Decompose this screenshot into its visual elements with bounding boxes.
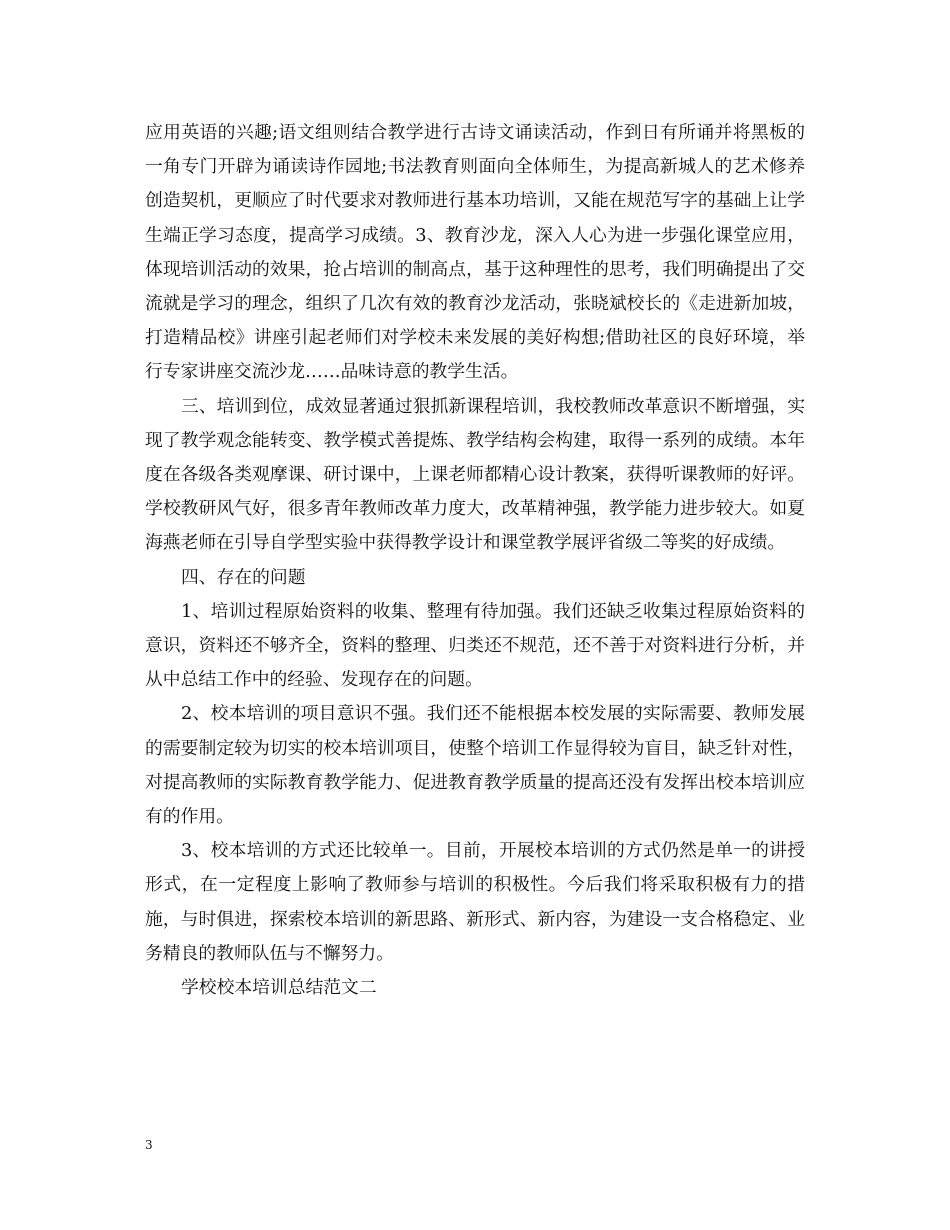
paragraph-issue-one: 1、培训过程原始资料的收集、整理有待加强。我们还缺乏收集过程原始资料的意识，资料还不够齐全，资料的整理、归类还不规范，还不善于对资料进行分析，并从中总结工作中的经验、发现存在的问题。 — [145, 600, 805, 691]
heading-sample-two: 学校校本培训总结范文二 — [181, 977, 377, 999]
page-number: 3 — [145, 1138, 153, 1152]
paragraph-continuation: 应用英语的兴趣;语文组则结合教学进行古诗文诵读活动，作到日有所诵并将黑板的一角专门开辟为诵读诗作园地;书法教育则面向全体师生，为提高新城人的艺术修养创造契机，更顺应了时代要求对教师进行基本功培训，又能在规范写字的基础上让学生端正学习态度，提高学习成绩。3、教育沙龙，深入人心为进一步强化课堂应用，体现培训活动的效果，抢占培训的制高点，基于这种理性的思考，我们明确提出了交流就是学习的理念，组织了几次有效的教育沙龙活动，张晓斌校长的《走进新加坡，打造精品校》讲座引起老师们对学校未来发展的美好构想;借助社区的良好环境，举行专家讲座交流沙龙……品味诗意的教学生活。 — [145, 122, 805, 383]
heading-section-four: 四、存在的问题 — [181, 566, 306, 588]
paragraph-issue-two: 2、校本培训的项目意识不强。我们还不能根据本校发展的实际需要、教师发展的需要制定较为切实的校本培训项目，使整个培训工作显得较为盲目，缺乏针对性，对提高教师的实际教育教学能力、促进教育教学质量的提高还没有发挥出校本培训应有的作用。 — [145, 703, 805, 828]
document-body — [145, 116, 805, 1005]
paragraph-section-three: 三、培训到位，成效显著通过狠抓新课程培训，我校教师改革意识不断增强，实现了教学观念能转变、教学模式善提炼、教学结构会构建，取得一系列的成绩。本年度在各级各类观摩课、研讨课中，上课老师都精心设计教案，获得听课教师的好评。学校教研风气好，很多青年教师改革力度大，改革精神强，教学能力进步较大。如夏海燕老师在引导自学型实验中获得教学设计和课堂教学展评省级二等奖的好成绩。 — [145, 395, 805, 554]
paragraph-issue-three: 3、校本培训的方式还比较单一。目前，开展校本培训的方式仍然是单一的讲授形式，在一定程度上影响了教师参与培训的积极性。今后我们将采取积极有力的措施，与时俱进，探索校本培训的新思路、新形式、新内容，为建设一支合格稳定、业务精良的教师队伍与不懈努力。 — [145, 840, 805, 964]
